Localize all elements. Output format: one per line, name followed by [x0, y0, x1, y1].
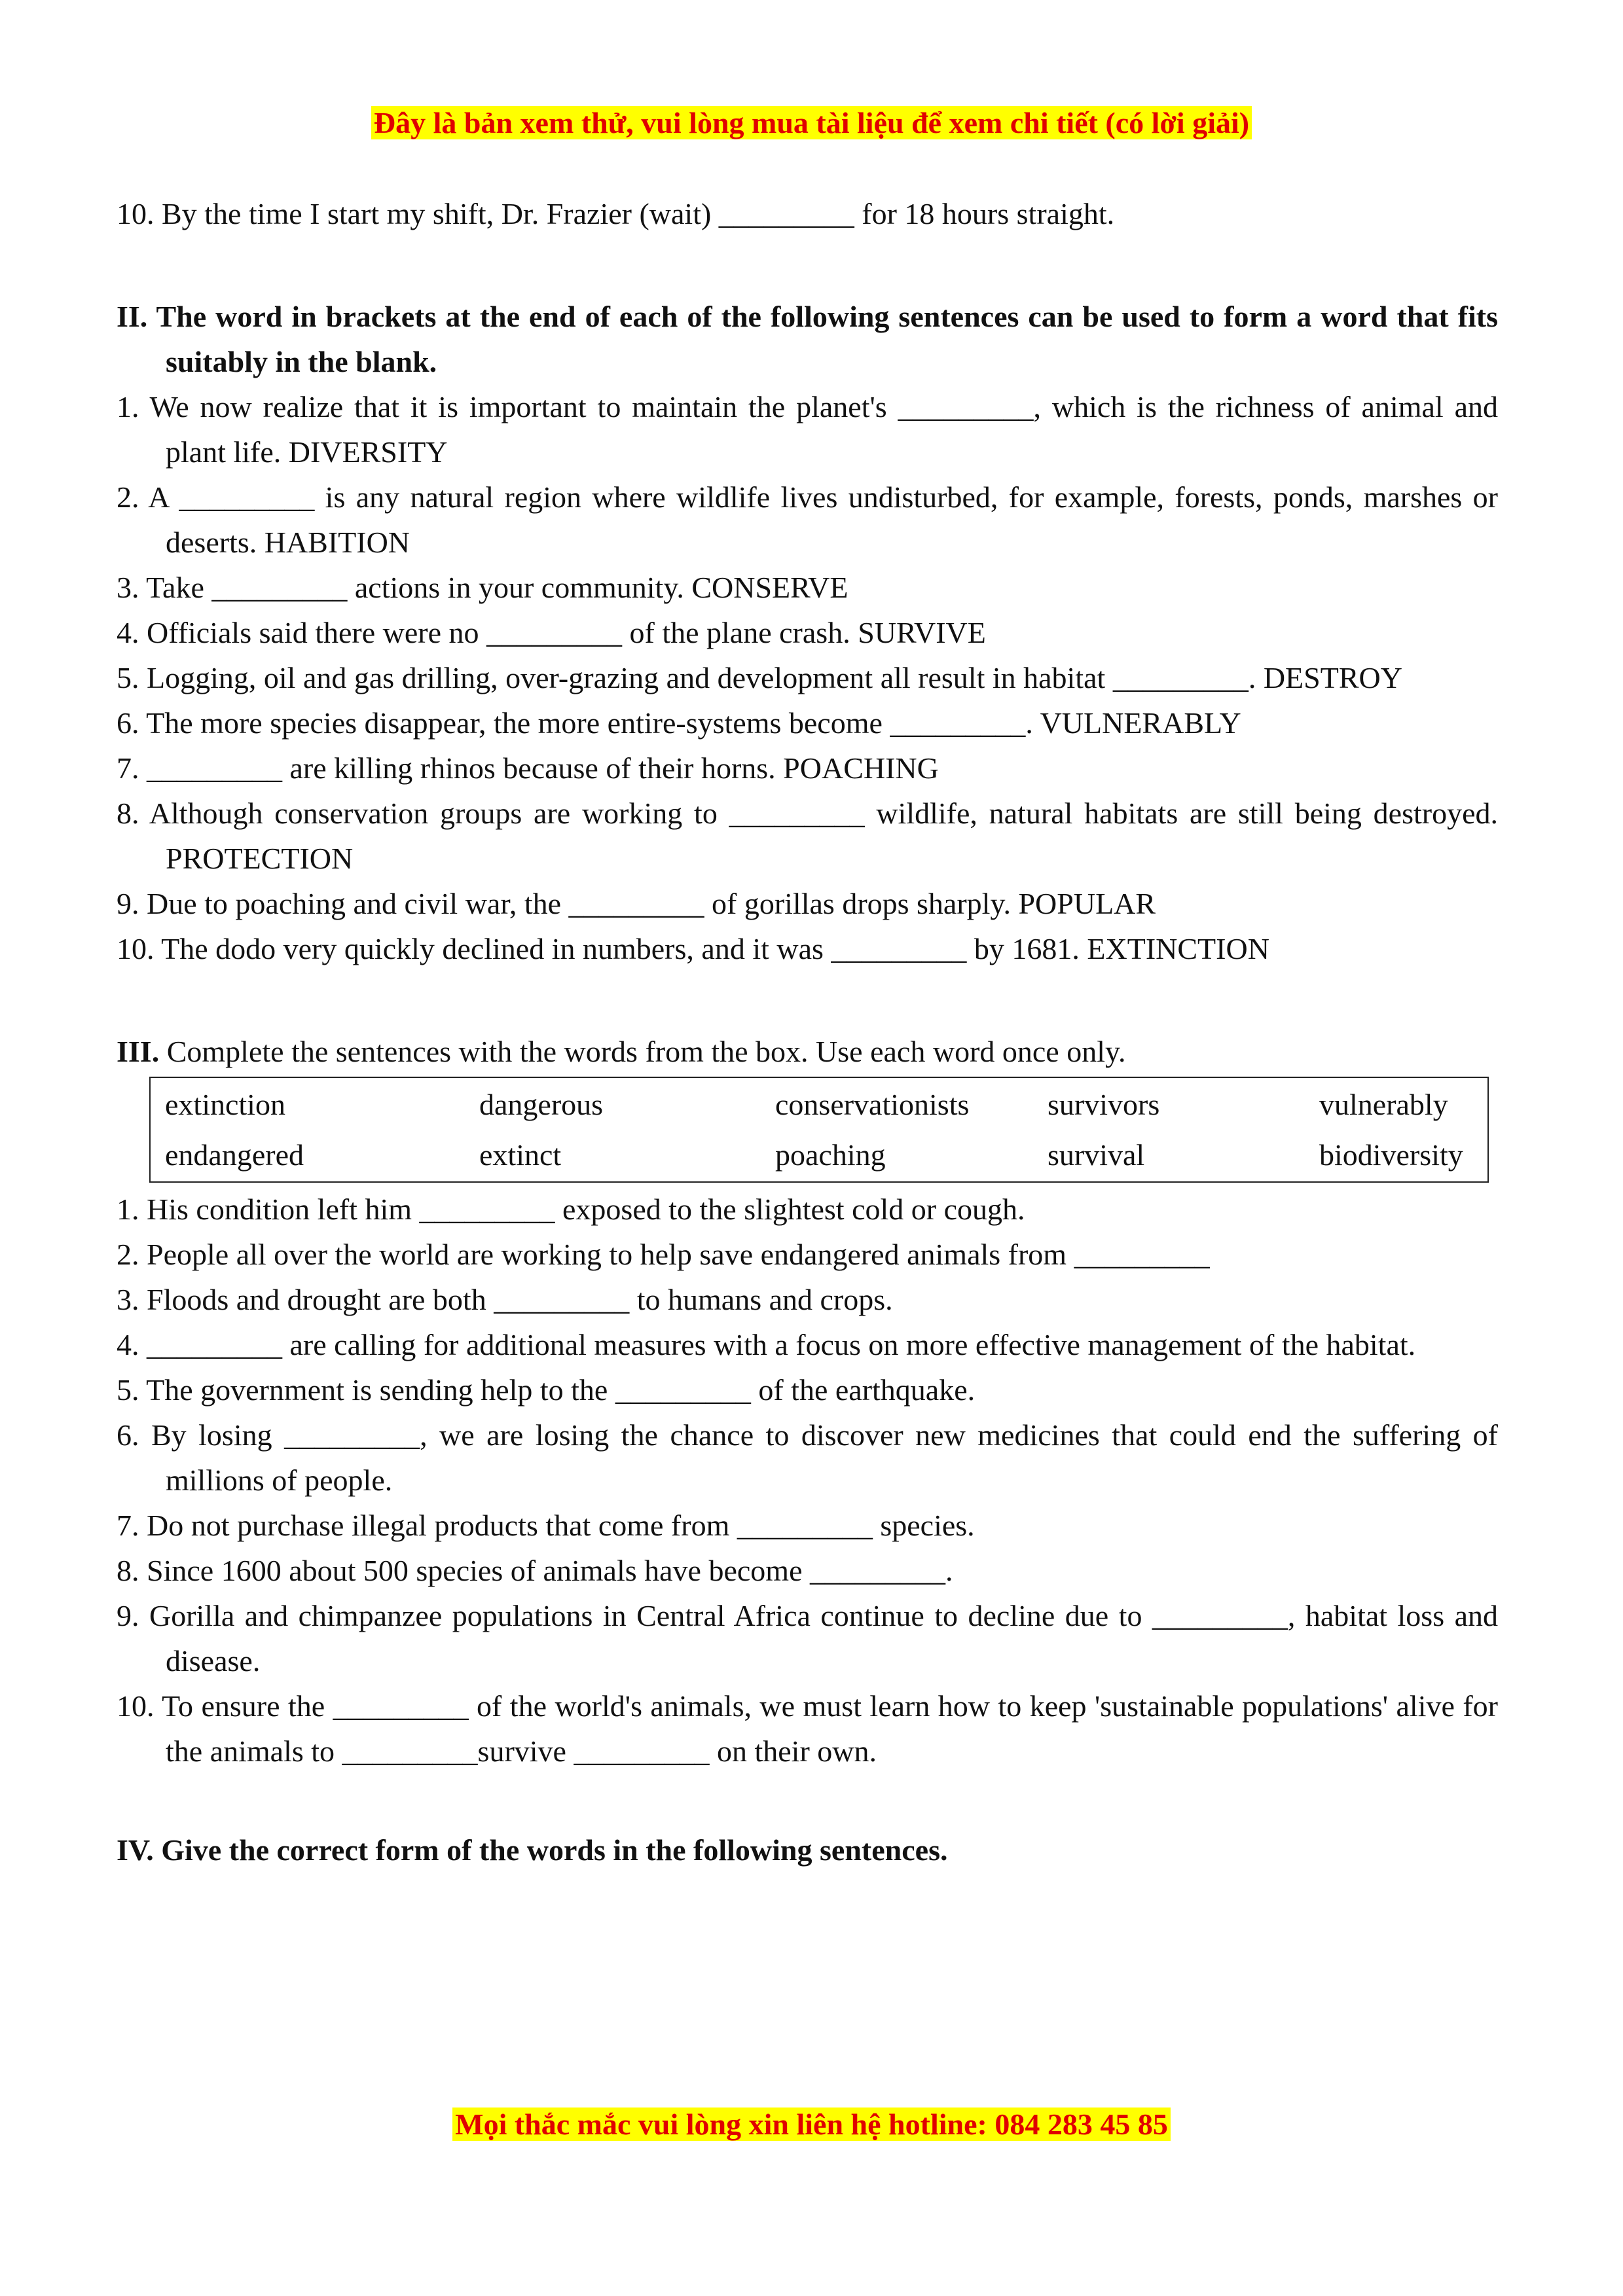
- word-box-cell: extinction: [165, 1088, 285, 1121]
- word-box-cell: extinct: [479, 1138, 562, 1172]
- s2-question-3: 3. Take _________ actions in your community. CONSERVE: [117, 571, 848, 604]
- word-box-cell: endangered: [165, 1138, 304, 1172]
- section-2-title: II. The word in brackets at the end of each of the following sentences can be used to form a word that fits suitably in the blank.: [117, 300, 1498, 378]
- section-3-number: III.: [117, 1035, 160, 1068]
- word-box-row: [151, 1079, 1487, 1130]
- s3-question-1: 1. His condition left him _________ exposed to the slightest cold or cough.: [117, 1193, 1025, 1226]
- s2-question-8: 8. Although conservation groups are working to _________ wildlife, natural habitats are still being destroyed. PROTECTION: [117, 797, 1498, 875]
- s2-question-9: 9. Due to poaching and civil war, the _________ of gorillas drops sharply. POPULAR: [117, 887, 1156, 920]
- s2-question-2: 2. A _________ is any natural region where wildlife lives undisturbed, for example, forests, ponds, marshes or deserts. HABITION: [117, 480, 1498, 559]
- hotline-banner-text: Mọi thắc mắc vui lòng xin liên hệ hotline: 084 283 45 85: [452, 2108, 1171, 2141]
- s3-question-8: 8. Since 1600 about 500 species of animals have become _________.: [117, 1554, 953, 1587]
- section-3-instruction: Complete the sentences with the words from the box. Use each word once only.: [159, 1035, 1126, 1068]
- part1-question-10: 10. By the time I start my shift, Dr. Frazier (wait) _________ for 18 hours straight.: [117, 197, 1115, 230]
- s3-question-7: 7. Do not purchase illegal products that come from _________ species.: [117, 1509, 975, 1542]
- word-box-cell: vulnerably: [1319, 1088, 1448, 1121]
- s2-question-4: 4. Officials said there were no _________ of the plane crash. SURVIVE: [117, 616, 986, 649]
- word-box-cell: conservationists: [775, 1088, 970, 1121]
- s2-question-1: 1. We now realize that it is important to maintain the planet's _________, which is the richness of animal and plant life. DIVERSITY: [117, 390, 1498, 469]
- word-box-cell: biodiversity: [1319, 1138, 1463, 1172]
- s2-question-7: 7. _________ are killing rhinos because of their horns. POACHING: [117, 751, 939, 785]
- section-3-title: [117, 1029, 1498, 1074]
- word-box-cell: dangerous: [479, 1088, 604, 1121]
- s3-question-3: 3. Floods and drought are both _________ to humans and crops.: [117, 1283, 893, 1316]
- s3-question-10: 10. To ensure the _________ of the world's animals, we must learn how to keep 'sustainable populations' alive for the animals to _________survive _________ on their own.: [117, 1689, 1498, 1768]
- s2-question-10: 10. The dodo very quickly declined in numbers, and it was _________ by 1681. EXTINCTION: [117, 932, 1269, 965]
- word-box-row: [151, 1130, 1487, 1180]
- document-body: [117, 191, 1498, 1873]
- s3-question-5: 5. The government is sending help to the _________ of the earthquake.: [117, 1373, 976, 1407]
- s3-question-4: 4. _________ are calling for additional measures with a focus on more effective management of the habitat.: [117, 1328, 1416, 1361]
- section-4-title: IV. Give the correct form of the words in the following sentences.: [117, 1833, 948, 1867]
- s2-question-6: 6. The more species disappear, the more entire-systems become _________. VULNERABLY: [117, 706, 1241, 740]
- word-box-table: [151, 1079, 1487, 1180]
- s3-question-2: 2. People all over the world are working to help save endangered animals from _________: [117, 1238, 1210, 1271]
- s3-question-6: 6. By losing _________, we are losing the chance to discover new medicines that could end the suffering of millions of people.: [117, 1418, 1498, 1497]
- preview-banner: [0, 105, 1623, 141]
- word-box-cell: poaching: [775, 1138, 886, 1172]
- preview-banner-text: Đây là bản xem thử, vui lòng mua tài liệu để xem chi tiết (có lời giải): [371, 106, 1252, 139]
- s3-question-9: 9. Gorilla and chimpanzee populations in Central Africa continue to decline due to _________, habitat loss and disease.: [117, 1599, 1498, 1677]
- s2-question-5: 5. Logging, oil and gas drilling, over-grazing and development all result in habitat _________. DESTROY: [117, 661, 1402, 694]
- hotline-banner: [0, 2106, 1623, 2143]
- word-box: [149, 1077, 1489, 1183]
- word-box-cell: survivors: [1048, 1088, 1160, 1121]
- word-box-cell: survival: [1048, 1138, 1145, 1172]
